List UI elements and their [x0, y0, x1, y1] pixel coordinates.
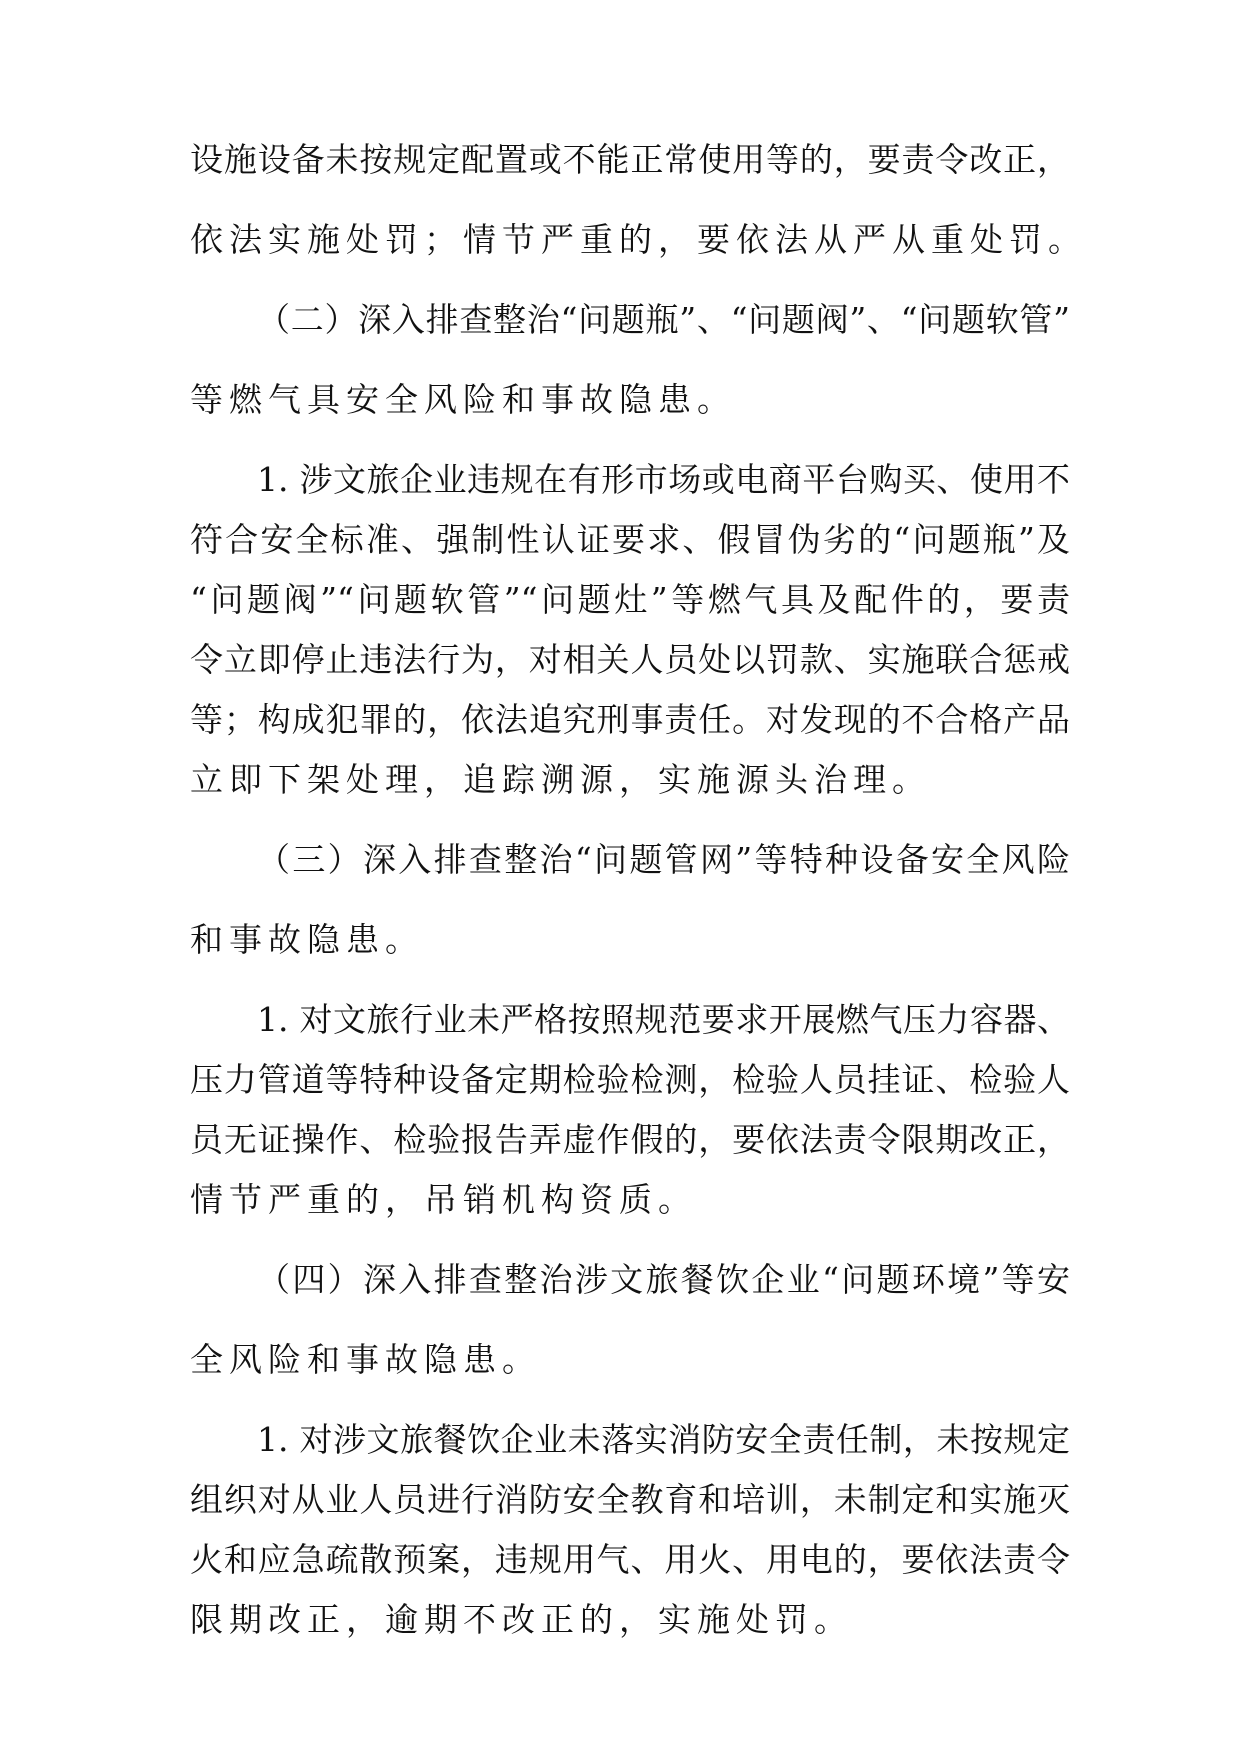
numbered-item-line: 组织对从业人员进行消防安全教育和培训，未制定和实施灭	[190, 1480, 1070, 1519]
section-heading-3: （三）深入排查整治“问题管网”等特种设备安全风险	[257, 840, 1070, 879]
paragraph-line: 依法实施处罚；情节严重的，要依法从严从重处罚。	[190, 220, 1087, 259]
numbered-item-line: 1. 对涉文旅餐饮企业未落实消防安全责任制，未按规定	[257, 1420, 1070, 1459]
numbered-item-line: “问题阀”“问题软管”“问题灶”等燃气具及配件的，要责	[190, 580, 1070, 619]
numbered-item-line: 1. 涉文旅企业违规在有形市场或电商平台购买、使用不	[257, 460, 1070, 499]
numbered-item-line: 令立即停止违法行为，对相关人员处以罚款、实施联合惩戒	[190, 640, 1070, 679]
section-heading-4: （四）深入排查整治涉文旅餐饮企业“问题环境”等安	[257, 1260, 1070, 1299]
numbered-item-line: 压力管道等特种设备定期检验检测，检验人员挂证、检验人	[190, 1060, 1070, 1099]
numbered-item-line: 火和应急疏散预案，违规用气、用火、用电的，要依法责令	[190, 1540, 1070, 1579]
numbered-item-line: 情节严重的，吊销机构资质。	[190, 1180, 697, 1219]
section-heading-4-cont: 全风险和事故隐患。	[190, 1340, 541, 1379]
section-heading-2: （二）深入排查整治“问题瓶”、“问题阀”、“问题软管”	[257, 300, 1070, 339]
numbered-item-line: 1. 对文旅行业未严格按照规范要求开展燃气压力容器、	[257, 1000, 1070, 1039]
numbered-item-line: 等；构成犯罪的，依法追究刑事责任。对发现的不合格产品	[190, 700, 1070, 739]
section-heading-3-cont: 和事故隐患。	[190, 920, 424, 959]
numbered-item-line: 员无证操作、检验报告弄虚作假的，要依法责令限期改正，	[190, 1120, 1070, 1159]
numbered-item-line: 符合安全标准、强制性认证要求、假冒伪劣的“问题瓶”及	[190, 520, 1070, 559]
numbered-item-line: 立即下架处理，追踪溯源，实施源头治理。	[190, 760, 931, 799]
numbered-item-line: 限期改正，逾期不改正的，实施处罚。	[190, 1600, 853, 1639]
paragraph-line: 设施设备未按规定配置或不能正常使用等的，要责令改正，	[190, 140, 1070, 179]
section-heading-2-cont: 等燃气具安全风险和事故隐患。	[190, 380, 736, 419]
